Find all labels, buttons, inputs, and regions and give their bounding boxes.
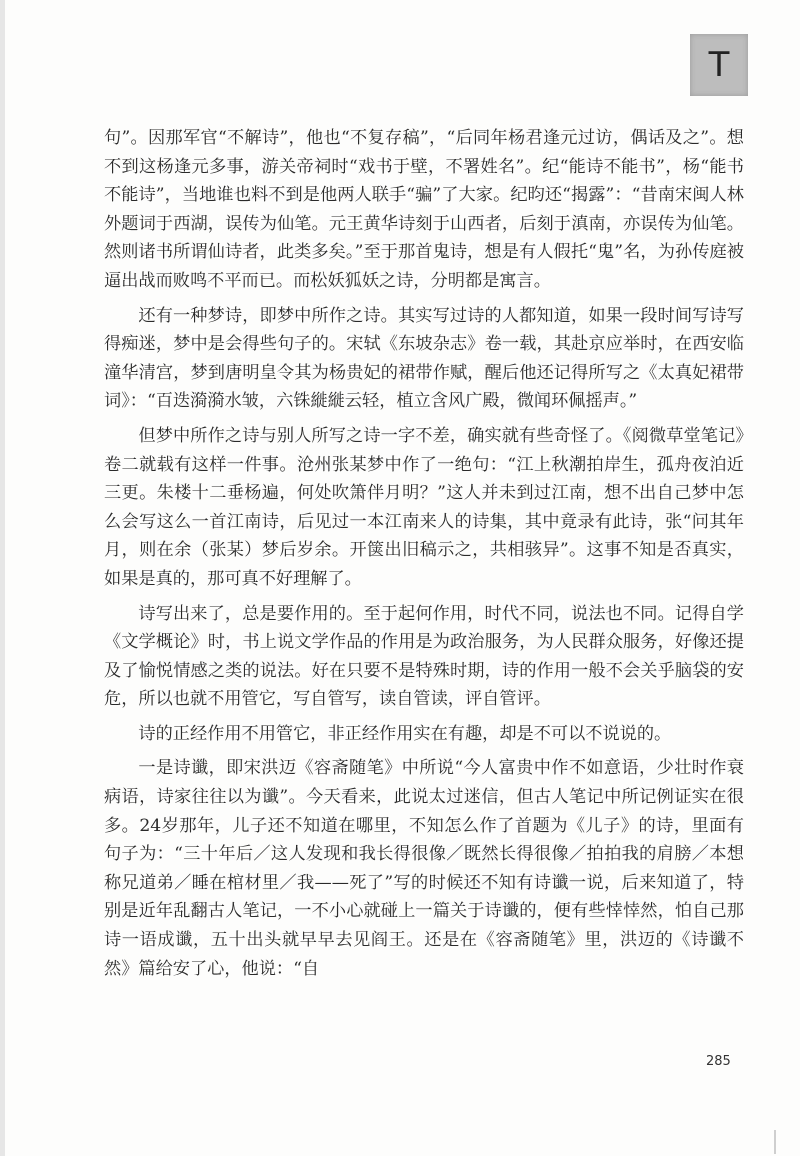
paragraph: 诗的正经作用不用管它，非正经作用实在有趣，却是不可以不说说的。 xyxy=(138,723,672,744)
paragraph: 但梦中所作之诗与别人所写之诗一字不差，确实就有些奇怪了。《阅微草堂笔记》卷二就载有这样一件事。沧州张某梦中作了一绝句：“江上秋潮拍岸生，孤舟夜泊近三更。朱楼十二垂杨遍，何处吹箫伴月明？”这人并未到过江南，想不出自己梦中怎么会写这么一首江南诗，后见过一本江南来人的诗集，其中竟录有此诗，张“问其年月，则在余（张某）梦后岁余。开箧出旧稿示之，共相骇异”。这事不知是否真实，如果是真的，那可真不好理解了。 xyxy=(104,425,744,589)
binding-gutter xyxy=(0,0,5,1156)
section-tab-letter: T xyxy=(708,45,730,85)
page-number: 285 xyxy=(706,1054,731,1069)
paragraph: 诗写出来了，总是要作用的。至于起何作用，时代不同，说法也不同。记得自学《文学概论》时，书上说文学作品的作用是为政治服务，为人民群众服务，好像还提及了愉悦情感之类的说法。好在只要不是特殊时期，诗的作用一般不会关乎脑袋的安危，所以也就不用管它，写自管写，读自管读，评自管评。 xyxy=(104,603,744,710)
section-tab xyxy=(690,34,748,96)
body-text xyxy=(104,124,744,989)
paragraph: 还有一种梦诗，即梦中所作之诗。其实写过诗的人都知道，如果一段时间写诗写得痴迷，梦中是会得些句子的。宋轼《东坡杂志》卷一载，其赴京应举时，在西安临潼华清宫，梦到唐明皇令其为杨贵妃的裙带作赋，醒后他还记得所写之《太真妃裙带词》：“百迭漪漪水皱，六铢縰縰云轻，植立含风广殿，微闻环佩摇声。” xyxy=(104,305,744,412)
paragraph: 句”。因那军官“不解诗”，他也“不复存稿”，“后同年杨君逢元过访，偶话及之”。想不到这杨逢元多事，游关帝祠时“戏书于壁，不署姓名”。纪“能诗不能书”，杨“能书不能诗”，当地谁也料不到是他两人联手“骗”了大家。纪昀还“揭露”：“昔南宋闽人林外题词于西湖，误传为仙笔。元王黄华诗刻于山西者，后刻于滇南，亦误传为仙笔。然则诸书所谓仙诗者，此类多矣。”至于那首鬼诗，想是有人假托“鬼”名，为孙传庭被逼出战而败鸣不平而已。而松妖狐妖之诗，分明都是寓言。 xyxy=(104,128,744,291)
edge-mark xyxy=(774,1130,776,1154)
paragraph: 一是诗谶，即宋洪迈《容斋随笔》中所说“今人富贵中作不如意语，少壮时作衰病语，诗家往往以为谶”。今天看来，此说太过迷信，但古人笔记中所记例证实在很多。24岁那年，儿子还不知道在哪里，不知怎么作了首题为《儿子》的诗，里面有句子为：“三十年后／这人发现和我长得很像／既然长得很像／拍拍我的肩膀／本想称兄道弟／睡在棺材里／我——死了”写的时候还不知有诗谶一说，后来知道了，特别是近年乱翻古人笔记，一不小心就碰上一篇关于诗谶的，便有些悻悻然，怕自己那诗一语成谶，五十出头就早早去见阎王。还是在《容斋随笔》里，洪迈的《诗谶不然》篇给安了心，他说：“自 xyxy=(104,758,744,979)
